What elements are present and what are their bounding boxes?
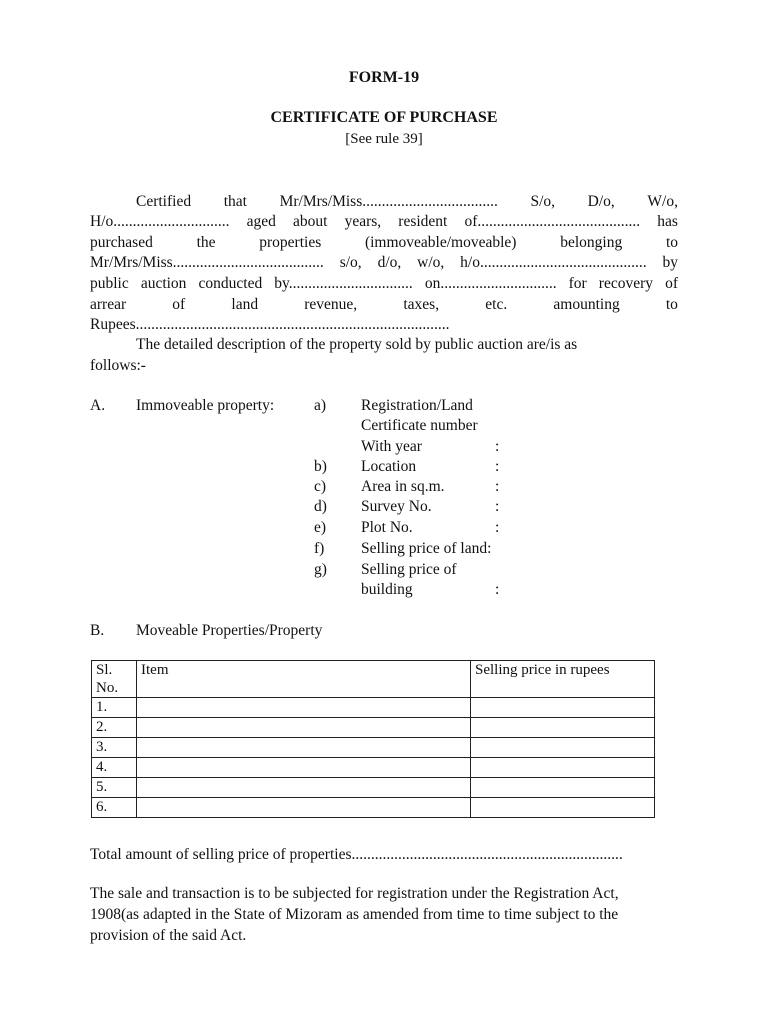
section-a-letter: A. [90,397,106,414]
item-key-d: d) [314,498,327,515]
sl-no-cell: 3. [92,738,137,758]
sl-no-cell: 5. [92,778,137,798]
para1-line-2 [90,212,678,232]
item-key-g: g) [314,561,327,578]
text: on.............................. [424,275,557,292]
text: W/o, [647,193,678,210]
price-cell[interactable] [471,758,655,778]
text: aged [246,213,276,230]
text: for [568,275,587,292]
table-row [92,798,655,818]
text: auction [140,275,187,292]
table-row [92,698,655,718]
para3-line-1: The sale and transaction is to be subjected for registration under the Registration Act, [90,885,619,902]
para1-line-4 [90,253,678,273]
section-b-letter: B. [90,622,105,639]
text: about [293,213,328,230]
price-cell[interactable] [471,738,655,758]
item-cell[interactable] [137,758,471,778]
text: arrear [90,296,127,313]
sl-no-cell: 1. [92,698,137,718]
text: s/o, [339,254,362,271]
price-cell[interactable] [471,778,655,798]
para2-line-1: The detailed description of the property sold by public auction are/is as [136,336,578,353]
text: to [665,296,678,313]
section-b-label: Moveable Properties/Property [136,622,323,639]
para1-line-6 [90,295,678,315]
item-b-label: Location [361,458,417,475]
sl-no-cell: 4. [92,758,137,778]
item-a-line-2: Certificate number [361,417,478,434]
item-b-colon: : [495,458,500,475]
price-cell[interactable] [471,798,655,818]
item-g-line-1: Selling price of [361,561,457,578]
text: h/o........................................... [460,254,647,271]
item-key-c: c) [314,478,327,495]
text: the [196,234,216,251]
text: of.......................................... [464,213,641,230]
text: of [172,296,186,313]
text: S/o, [530,193,556,210]
sl-no-cell: 2. [92,718,137,738]
text: w/o, [417,254,445,271]
item-key-a: a) [314,397,327,414]
text: (immoveable/moveable) [364,234,517,251]
item-cell[interactable] [137,718,471,738]
item-key-b: b) [314,458,327,475]
table-row [92,718,655,738]
table-row [92,738,655,758]
para1-line-5 [90,274,678,294]
item-c-colon: : [495,478,500,495]
section-a-label: Immoveable property: [136,397,275,414]
para1-line-3 [90,233,678,253]
text: properties [259,234,322,251]
item-a-line-1: Registration/Land [361,397,473,414]
item-d-colon: : [495,498,500,515]
item-g-line-2: building [361,581,413,598]
table-row [92,758,655,778]
total-amount-line: Total amount of selling price of properties...................................................................... [90,846,623,863]
item-c-label: Area in sq.m. [361,478,445,495]
form-number: FORM-19 [348,69,420,86]
item-key-f: f) [314,540,325,557]
item-e-colon: : [495,519,500,536]
item-cell[interactable] [137,798,471,818]
text: to [665,234,678,251]
item-a-colon: : [495,438,500,455]
item-cell[interactable] [137,698,471,718]
col-header-item: Item [137,661,471,698]
text: belonging [560,234,623,251]
item-e-label: Plot No. [361,519,413,536]
item-a-line-3: With year [361,438,422,455]
text: Mr/Mrs/Miss................................... [279,193,498,210]
item-key-e: e) [314,519,327,536]
sl-no-cell: 6. [92,798,137,818]
form-title: CERTIFICATE OF PURCHASE [270,109,498,126]
price-cell[interactable] [471,718,655,738]
text: Certified [136,193,192,210]
text: D/o, [587,193,615,210]
item-cell[interactable] [137,778,471,798]
para2-line-2: follows:- [90,357,146,374]
text: of [665,275,678,292]
text: d/o, [377,254,402,271]
item-cell[interactable] [137,738,471,758]
para3-line-3: provision of the said Act. [90,927,247,944]
text: recovery [598,275,653,292]
para1-line-7: Rupees................................................................................. [90,316,450,333]
text: has [657,213,678,230]
text: taxes, [403,296,440,313]
para1-line-1 [136,192,678,212]
table-row [92,778,655,798]
item-g-colon: : [495,581,500,598]
para3-line-2: 1908(as adapted in the State of Mizoram as amended from time to time subject to the [90,906,619,923]
moveable-property-table [91,660,655,818]
item-d-label: Survey No. [361,498,432,515]
text: public [90,275,129,292]
text: etc. [485,296,508,313]
item-f-label: Selling price of land: [361,540,492,557]
text: by................................ [274,275,413,292]
text: that [223,193,247,210]
text: amounting [553,296,620,313]
col-header-selling-price: Selling price in rupees [471,661,655,698]
text: Mr/Mrs/Miss....................................... [90,254,324,271]
text: revenue, [304,296,358,313]
text: years, [344,213,382,230]
col-header-sl-no: Sl. No. [92,661,137,698]
rule-reference: [See rule 39] [345,131,423,147]
text: purchased [90,234,153,251]
table-header-row [92,661,655,698]
price-cell[interactable] [471,698,655,718]
text: by [662,254,678,271]
text: resident [398,213,448,230]
text: conducted [198,275,263,292]
text: H/o.............................. [90,213,230,230]
text: land [231,296,259,313]
